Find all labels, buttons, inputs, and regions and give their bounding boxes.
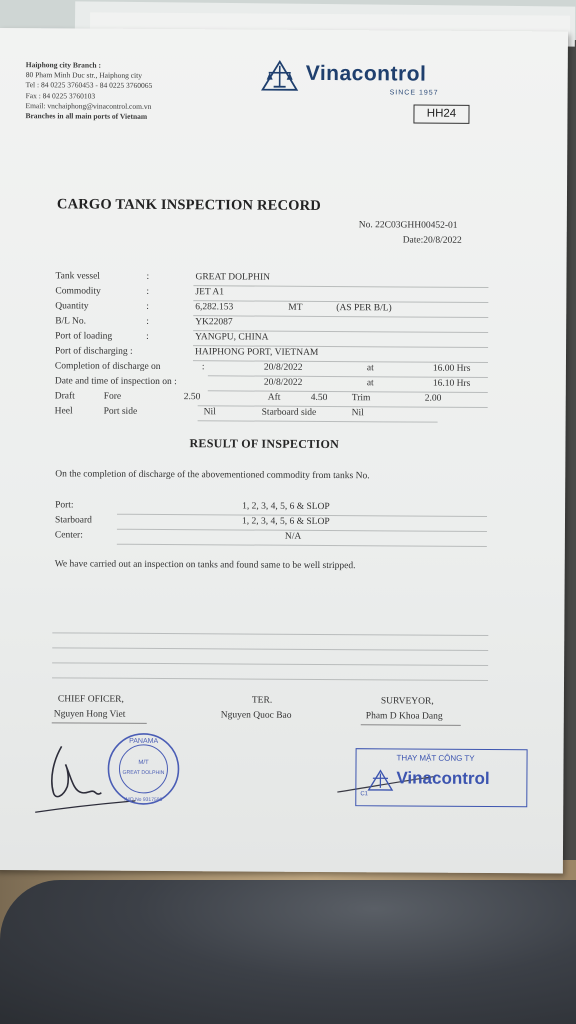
ter-role: TER. <box>251 695 273 706</box>
value-quantity: 6,282.153 <box>195 302 234 313</box>
label-quantity: Quantity <box>55 301 89 312</box>
chief-officer-role: CHIEF OFICER, <box>57 694 124 705</box>
label-bl-no: B/L No. <box>55 316 87 327</box>
document-code: HH24 <box>413 105 469 124</box>
stamp-line1: M/T <box>138 759 149 766</box>
value-port-discharging: HAIPHONG PORT, VIETNAM <box>194 347 319 358</box>
inspection-at: at <box>366 378 374 389</box>
value-completion-time: 16.00 Hrs <box>432 363 471 374</box>
label-heel: Heel <box>54 406 73 417</box>
logo-since: SINCE 1957 <box>389 89 439 97</box>
value-starboard-tanks: 1, 2, 3, 4, 5, 6 & SLOP <box>241 516 330 528</box>
label-trim: Trim <box>351 393 371 404</box>
chief-officer-name: Nguyen Hong Viet <box>53 709 126 720</box>
label-inspection-time: Date and time of inspection on : <box>54 376 177 388</box>
quantity-unit: MT <box>288 302 303 313</box>
result-intro: On the completion of discharge of the abovementioned commodity from tanks No. <box>55 469 370 482</box>
colon: : <box>146 271 150 282</box>
branch-info <box>25 60 152 122</box>
stamp-bottom-text: IMO No 9317596 <box>124 796 163 804</box>
label-port-loading: Port of loading <box>55 331 113 342</box>
document-page <box>0 28 568 873</box>
company-stamp-corner: C1 <box>360 791 369 798</box>
stamp-top-text: PANAMA <box>129 737 159 745</box>
record-date: Date:20/8/2022 <box>402 235 462 246</box>
label-draft: Draft <box>54 391 75 402</box>
label-fore: Fore <box>103 391 122 402</box>
value-completion-date: 20/8/2022 <box>263 362 303 373</box>
ter-name: Nguyen Quoc Bao <box>220 710 292 721</box>
document-title: CARGO TANK INSPECTION RECORD <box>56 196 322 214</box>
value-aft: 4.50 <box>310 392 328 404</box>
colon: : <box>146 316 149 327</box>
label-aft: Aft <box>267 392 281 403</box>
value-port-side: Nil <box>203 407 216 418</box>
label-starboard-tanks: Starboard <box>54 515 92 526</box>
stamp-line2: GREAT DOLPHIN <box>122 769 165 777</box>
company-stamp-top: THAY MẶT CÔNG TY <box>396 753 475 763</box>
label-tank-vessel: Tank vessel <box>55 271 100 282</box>
background-fabric <box>0 880 576 1024</box>
completion-at: at <box>366 363 374 374</box>
label-center-tanks: Center: <box>54 530 83 541</box>
branch-ports: Branches in all main ports of Vietnam <box>25 111 148 121</box>
label-completion: Completion of discharge on <box>54 361 161 372</box>
conclusion-text: We have carried out an inspection on tanks and found same to be well stripped. <box>54 559 356 572</box>
record-number: No. 22C03GHH00452-01 <box>358 220 458 231</box>
value-port-loading: YANGPU, CHINA <box>195 332 269 343</box>
stamp-scales-icon <box>366 769 394 791</box>
value-port-tanks: 1, 2, 3, 4, 5, 6 & SLOP <box>242 501 330 513</box>
colon: : <box>146 331 149 342</box>
logo-brand: Vinacontrol <box>305 61 427 86</box>
value-commodity: JET A1 <box>195 287 225 298</box>
result-heading: RESULT OF INSPECTION <box>189 436 340 452</box>
branch-fax: Fax : 84 0225 3760103 <box>25 90 96 101</box>
surveyor-name: Pham D Khoa Dang <box>365 711 443 722</box>
branch-email: Email: vnchaiphong@vinacontrol.com.vn <box>25 100 152 111</box>
label-starboard-side: Starboard side <box>261 407 317 418</box>
colon: : <box>146 286 150 297</box>
branch-address: 80 Pham Minh Duc str., Haiphong city <box>25 70 142 81</box>
surveyor-role: SURVEYOR, <box>380 696 434 707</box>
scales-logo-icon <box>260 60 300 92</box>
value-trim: 2.00 <box>424 393 442 404</box>
quantity-note: (AS PER B/L) <box>336 303 392 314</box>
value-inspection-time: 16.10 Hrs <box>432 378 471 389</box>
label-port-discharging: Port of discharging : <box>54 346 133 357</box>
vessel-stamp <box>105 731 181 807</box>
branch-tel: Tel : 84 0225 3760453 - 84 0225 3760065 <box>25 80 153 91</box>
company-stamp <box>355 748 527 807</box>
value-tank-vessel: GREAT DOLPHIN <box>195 272 271 283</box>
label-commodity: Commodity <box>55 286 101 297</box>
value-fore: 2.50 <box>183 392 201 403</box>
value-inspection-date: 20/8/2022 <box>263 377 303 388</box>
branch-name: Haiphong city Branch : <box>25 60 102 70</box>
company-stamp-brand: Vinacontrol <box>396 768 490 789</box>
value-starboard-side: Nil <box>351 408 364 419</box>
colon: : <box>201 362 205 373</box>
value-center-tanks: N/A <box>284 531 302 542</box>
colon: : <box>146 301 149 312</box>
value-bl-no: YK22087 <box>195 317 233 328</box>
label-port-side: Port side <box>103 406 138 417</box>
label-port-tanks: Port: <box>55 500 74 511</box>
